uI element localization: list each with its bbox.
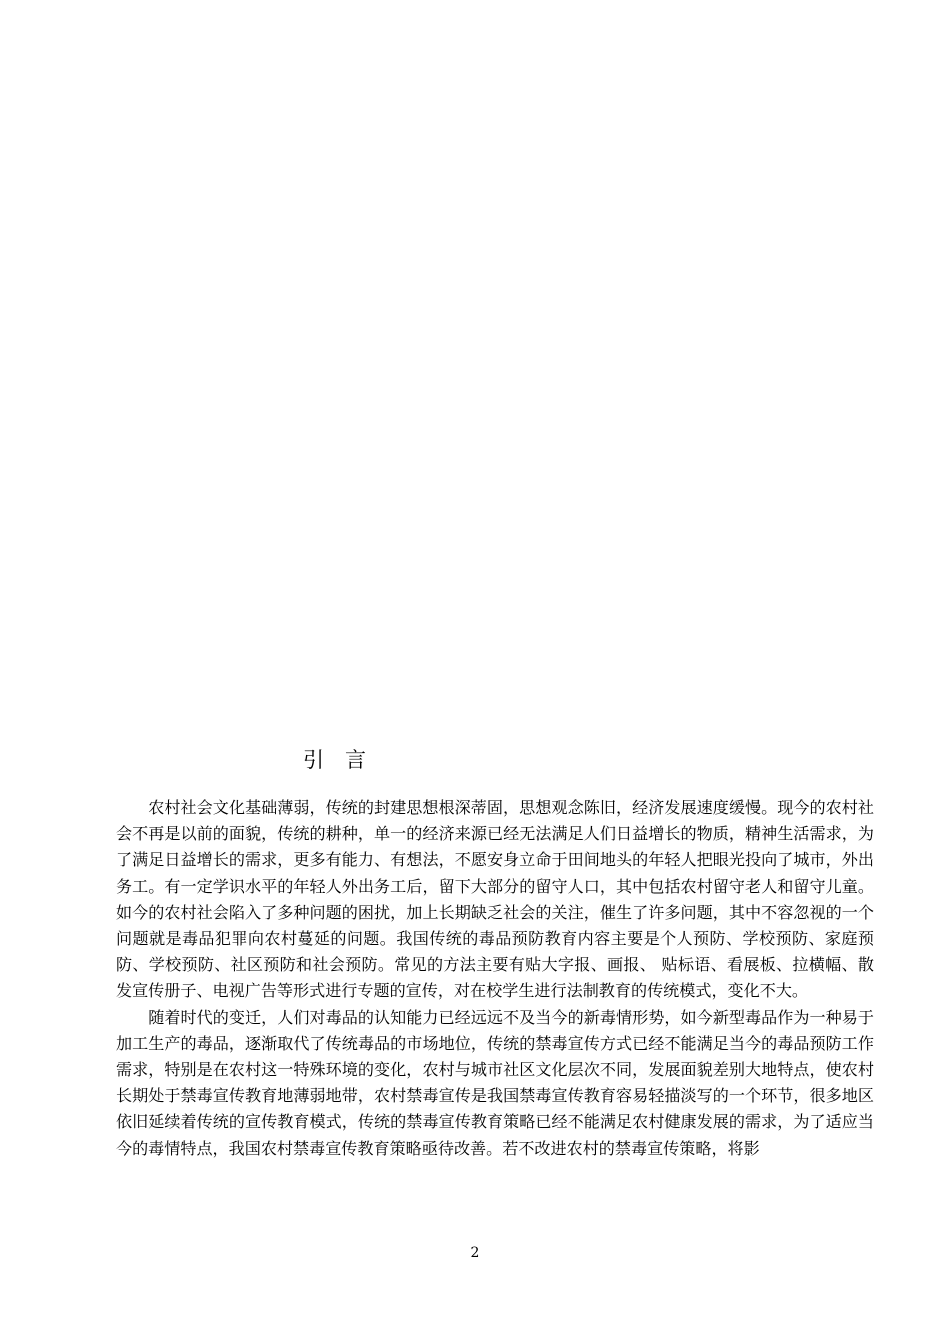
section-heading: 引 言 (303, 748, 366, 772)
paragraph-2: 随着时代的变迁，人们对毒品的认知能力已经远远不及当今的新毒情形势，如今新型毒品作为一种易于加工生产的毒品，逐渐取代了传统毒品的市场地位，传统的禁毒宣传方式已经不能满足当今的毒品预防工作需求，特别是在农村这一特殊环境的变化，农村与城市社区文化层次不同，发展面貌差别大地特点，使农村长期处于禁毒宣传教育地薄弱地带，农村禁毒宣传是我国禁毒宣传教育容易轻描淡写的一个环节，很多地区依旧延续着传统的宣传教育模式，传统的禁毒宣传教育策略已经不能满足农村健康发展的需求，为了适应当今的毒情特点，我国农村禁毒宣传教育策略亟待改善。若不改进农村的禁毒宣传策略，将影 (116, 1007, 874, 1158)
page-number: 2 (470, 1245, 480, 1261)
paragraph-1: 农村社会文化基础薄弱，传统的封建思想根深蒂固，思想观念陈旧，经济发展速度缓慢。现今的农村社会不再是以前的面貌，传统的耕种，单一的经济来源已经无法满足人们日益增长的物质，精神生活需求，为了满足日益增长的需求，更多有能力、有想法，不愿安身立命于田间地头的年轻人把眼光投向了城市，外出务工。有一定学识水平的年轻人外出务工后，留下大部分的留守人口，其中包括农村留守老人和留守儿童。如今的农村社会陷入了多种问题的困扰，加上长期缺乏社会的关注，催生了许多问题，其中不容忽视的一个问题就是毒品犯罪向农村蔓延的问题。我国传统的毒品预防教育内容主要是个人预防、学校预防、家庭预防、学校预防、社区预防和社会预防。常见的方法主要有贴大字报、画报、 贴标语、看展板、拉横幅、散发宣传册子、电视广告等形式进行专题的宣传，对在校学生进行法制教育的传统模式，变化不大。 (116, 798, 874, 1001)
body-text (116, 795, 874, 1162)
